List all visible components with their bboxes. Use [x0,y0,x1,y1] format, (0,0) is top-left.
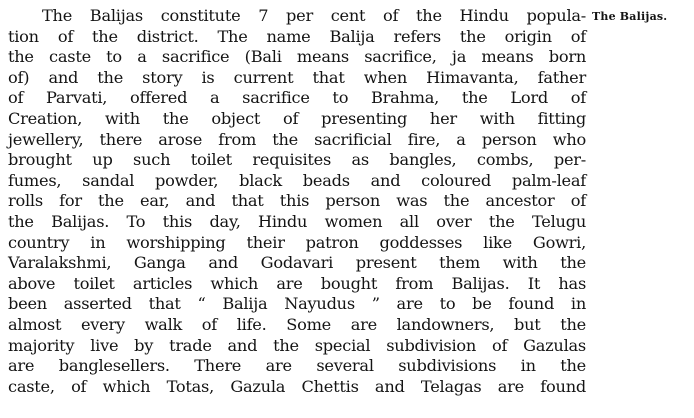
text-line: been asserted that “ Balija Nayudus ” are to be found in [8,294,586,314]
text-line: of Parvati, offered a sacrifice to Brahma, the Lord of [8,88,586,108]
text-line: fumes, sandal powder, black beads and coloured palm-leaf [8,170,586,190]
text-line: Varalakshmi, Ganga and Godavari present them with the [8,253,586,273]
text-line: brought up such toilet requisites as bangles, combs, per- [8,150,586,170]
text-line: of) and the story is current that when Himavanta, father [8,67,586,87]
text-line: jewellery, there arose from the sacrificial fire, a person who [8,129,586,149]
text-line: tion of the district. The name Balija refers the origin of [8,26,586,46]
marginal-note: The Balijas. [592,10,668,23]
text-line: country in worshipping their patron goddesses like Gowri, [8,232,586,252]
text-line: majority live by trade and the special subdivision of Gazulas [8,335,586,355]
body-paragraph [8,6,586,397]
text-line: caste, of which Totas, Gazula Chettis and Telagas are found [8,376,586,396]
text-line: the caste to a sacrifice (Bali means sacrifice, ja means born [8,47,586,67]
text-line: Creation, with the object of presenting her with fitting [8,108,586,128]
text-line: are banglesellers. There are several subdivisions in the [8,356,586,376]
text-line: almost every walk of life. Some are landowners, but the [8,314,586,334]
text-line: rolls for the ear, and that this person was the ancestor of [8,191,586,211]
text-line: the Balijas. To this day, Hindu women all over the Telugu [8,211,586,231]
text-line: The Balijas constitute 7 per cent of the Hindu popula- [42,6,586,25]
text-line: above toilet articles which are bought from Balijas. It has [8,273,586,293]
